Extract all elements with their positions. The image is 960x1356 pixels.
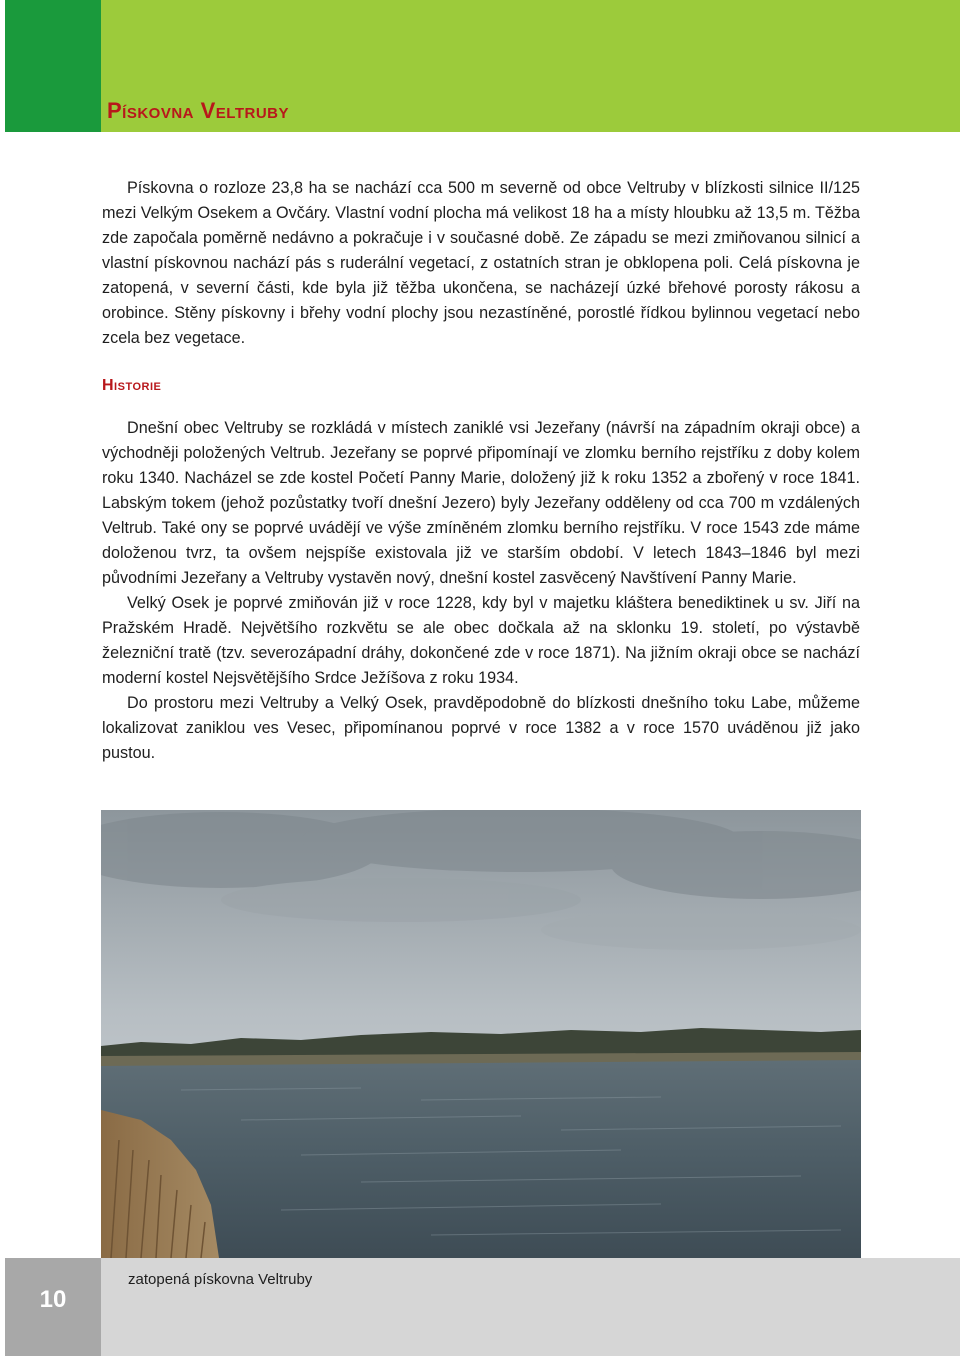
history-paragraph: Do prostoru mezi Veltruby a Velký Osek, pravděpodobně do blízkosti dnešního toku Labe, můžeme lokalizovat zaniklou ves Vesec, připomínanou poprvé v roce 1382 a v roce 1570 uváděnou již jako pustou. [102,694,860,762]
page-title: Pískovna Veltruby [107,98,290,123]
history-text [102,416,860,766]
history-paragraph: Dnešní obec Veltruby se rozkládá v místech zaniklé vsi Jezeřany (návrší na západním okraji obce) a východněji položených Veltrub. Jezeřany se poprvé připomínají ve zlomku berního rejstříku z doby kolem roku 1340. Nacházel se zde kostel Početí Panny Marie, doložený již k roku 1352 a zbořený v roce 1841. Labským tokem (jehož pozůstatky tvoří dnešní Jezero) byly Jezeřany odděleny od cca 700 m vzdálených Veltrub. Také ony se poprvé uvádějí ve výše zmíněném zlomku berního rejstříku. V roce 1543 zde máme doloženou tvrz, ta ovšem nejspíše existovala již ve starším období. V letech 1843–1846 byl mezi původními Jezeřany a Veltruby vystavěn nový, dnešní kostel zasvěcený Navštívení Panny Marie. [102,419,860,587]
lake-photo [101,810,861,1258]
photo-caption: zatopená pískovna Veltruby [128,1271,313,1288]
page-number: 10 [39,1286,67,1313]
history-heading: Historie [102,377,162,394]
header-accent-dark [5,0,101,132]
history-paragraph: Velký Osek je poprvé zmiňován již v roce 1228, kdy byl v majetku kláštera benediktinek u sv. Jiří na Pražském Hradě. Největšího rozkvětu se ale obec dočkala až na sklonku 19. století, po výstavbě železniční tratě (tzv. severozápadní dráhy, dokončené zde v roce 1871). Na jižním okraji obce se nachází moderní kostel Nejsvětějšího Srdce Ježíšova z roku 1934. [102,594,860,687]
intro-paragraph: Pískovna o rozloze 23,8 ha se nachází cca 500 m severně od obce Veltruby v blízkosti silnice II/125 mezi Velkým Osekem a Ovčáry. Vlastní vodní plocha má velikost 18 ha a místy hloubku až 13,5 m. Těžba zde započala poměrně nedávno a pokračuje i v současné době. Ze západu se mezi zmiňovanou silnicí a vlastní pískovnou nachází pás s ruderální vegetací, z ostatních stran je obklopena poli. Celá pískovna je zatopená, v severní části, kde byla již těžba ukončena, se nacházejí úzké břehové porosty rákosu a orobince. Stěny pískovny i břehy vodní plochy jsou nezastíněné, porostlé řídkou bylinnou vegetací nebo zcela bez vegetace. [102,179,860,347]
lake-photo-illustration [101,810,861,1258]
intro-text [102,176,860,351]
